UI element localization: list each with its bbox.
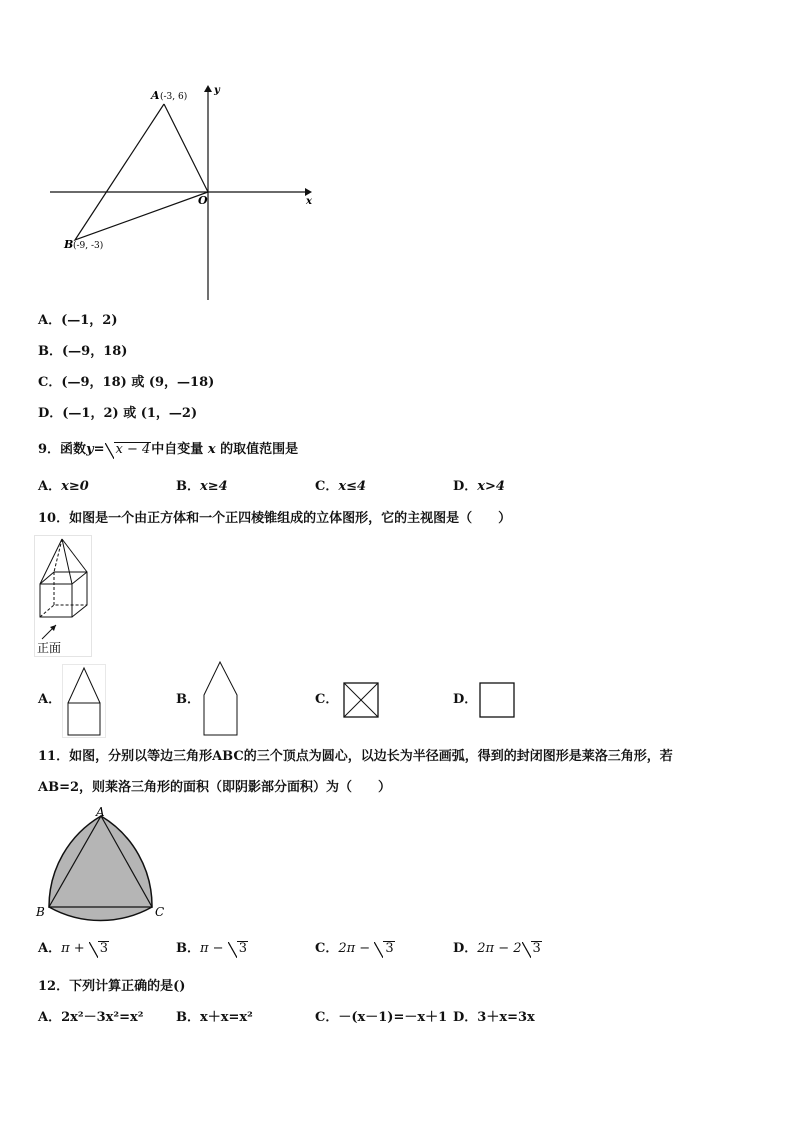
q8-option-c: C．(—9，18) 或 (9，—18) <box>38 375 215 390</box>
q12-option-b: B．x＋x=x² <box>176 1010 253 1025</box>
q11-option-c: C．2π − 3 <box>315 941 394 956</box>
q10-option-a: A． <box>38 692 62 707</box>
q10-option-d-figure <box>475 678 519 722</box>
x-axis-arrow <box>305 188 312 196</box>
q8-option-d: D．(—1，2) 或 (1，—2) <box>38 406 198 421</box>
point-a-label: A <box>151 89 160 102</box>
reuleaux-triangle-figure <box>34 804 174 922</box>
q12-option-d: D．3＋x=3x <box>453 1010 535 1025</box>
q11-question-line1: 11．如图，分别以等边三角形ABC的三个顶点为圆心，以边长为半径画弧，得到的封闭图形是莱洛三角形，若 <box>38 749 673 764</box>
front-view-label: 正面 <box>37 641 62 655</box>
q9-sqrt: x − 4 <box>115 442 151 457</box>
vertex-a-label: A <box>96 805 105 819</box>
origin-label: O <box>198 194 208 207</box>
q11-question-line2: AB=2，则莱洛三角形的面积（即阴影部分面积）为（ ） <box>38 780 392 795</box>
q9-question: 9．函数y= x − 4中自变量 x 的取值范围是 <box>38 442 299 457</box>
q11-option-a: A．π + 3 <box>38 941 109 956</box>
point-b-label: B <box>64 238 74 251</box>
q9-option-d: D．x>4 <box>453 479 505 494</box>
vertex-c-label: C <box>155 905 165 919</box>
q10-option-c: C． <box>315 692 339 707</box>
q9-option-b: B．x≥4 <box>176 479 228 494</box>
q10-option-a-figure <box>62 664 106 738</box>
q10-option-b-figure <box>198 658 244 738</box>
q12-option-a: A．2x²－3x²=x² <box>38 1010 144 1025</box>
q9-option-a: A．x≥0 <box>38 479 89 494</box>
q11-option-b: B．π − 3 <box>176 941 247 956</box>
point-b-coords: (-9, -3) <box>73 241 104 251</box>
point-a-coords: (-3, 6) <box>160 92 188 102</box>
q12-option-c: C．－(x－1)=－x＋1 <box>315 1010 448 1025</box>
q10-option-c-figure <box>339 678 383 722</box>
q10-option-b: B． <box>176 692 200 707</box>
vertex-b-label: B <box>36 905 45 919</box>
triangle-aob <box>75 104 208 240</box>
q8-option-a: A．(—1，2) <box>38 313 118 328</box>
y-axis-label: y <box>214 85 220 96</box>
q11-option-d: D．2π − 2 3 <box>453 941 541 956</box>
y-axis-arrow <box>204 85 212 92</box>
q10-solid-figure <box>34 535 92 657</box>
coordinate-figure <box>40 80 330 305</box>
q10-question: 10．如图是一个由正方体和一个正四棱锥组成的立体图形，它的主视图是（ ） <box>38 511 512 526</box>
q12-question: 12．下列计算正确的是() <box>38 979 186 994</box>
q9-option-c: C．x≤4 <box>315 479 367 494</box>
x-axis-label: x <box>306 196 312 207</box>
q10-option-d: D． <box>453 692 478 707</box>
q8-option-b: B．(—9，18) <box>38 344 128 359</box>
